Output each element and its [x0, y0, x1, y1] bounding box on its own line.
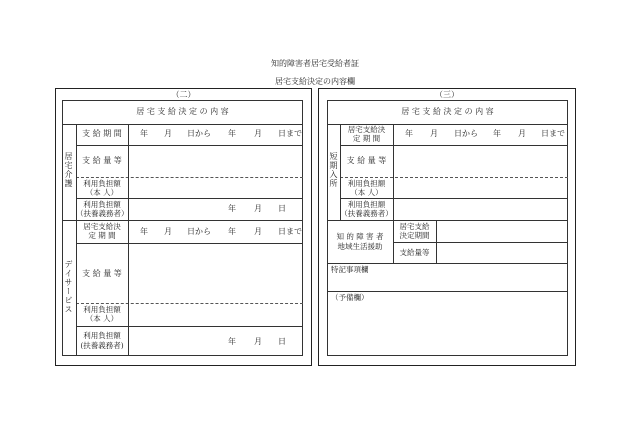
document-subtitle: 居宅支給決定の内容欄 [275, 77, 355, 86]
date2-month: 月 [254, 337, 262, 346]
r-period-from: 日から [454, 129, 478, 138]
right-heading: 居 宅 支 給 決 定 の 内 容 [401, 107, 494, 116]
period2-month-end: 月 [254, 227, 262, 236]
r-period-until: 日まで [541, 129, 565, 138]
left-row-amount-label: 支 給 量 等 [82, 156, 122, 165]
left-row-period-label: 支 給 期 間 [82, 129, 122, 138]
left-row-burden-dep-label: 利用負担額 [83, 200, 121, 209]
date2-year: 年 [228, 337, 236, 346]
period2-year-end: 年 [228, 227, 236, 236]
document-title: 知的障害者居宅受給者証 [271, 59, 359, 68]
period2-month: 月 [164, 227, 172, 236]
left-panel-label: （二） [171, 90, 196, 99]
period-month: 月 [164, 129, 172, 138]
right-support-label: 知 的 障 害 者 [336, 232, 384, 241]
period-until: 日まで [278, 129, 302, 138]
r-period-month-end: 月 [518, 129, 526, 138]
period2-from: 日から [187, 227, 211, 236]
right-support-period-label: 居宅支給 [399, 222, 430, 231]
right-support-sub: 地域生活援助 [337, 242, 383, 251]
left-row-burden2-label: 利用負担額 [83, 305, 121, 314]
left-section-home-care: 居宅介護 [64, 152, 73, 188]
right-special-notes: 特記事項欄 [331, 265, 369, 274]
right-row-amount-label: 支 給 量 等 [346, 156, 387, 165]
left-row-decision-sub: 定 期 間 [88, 231, 116, 240]
right-row-burden-dep-sub: （扶養義務者） [340, 209, 393, 218]
period2-until: 日まで [278, 227, 302, 236]
right-panel-label: （三） [435, 90, 459, 99]
r-period-year-end: 年 [493, 129, 501, 138]
right-reserve: （予備欄） [331, 293, 369, 302]
right-row-burden-label: 利用負担額 [347, 179, 386, 188]
date-year: 年 [228, 204, 236, 213]
right-row-period-sub: 定 期 間 [352, 134, 381, 143]
left-row-burden2-dep-label: 利用負担額 [83, 331, 121, 340]
left-row-amount2-label: 支 給 量 等 [82, 269, 122, 278]
right-row-burden-dep-label: 利用負担額 [347, 200, 386, 209]
right-support-period-sub: 決定期間 [399, 231, 430, 240]
date-day: 日 [278, 204, 286, 213]
left-row-decision-label: 居宅支給決 [83, 222, 121, 231]
period-from: 日から [187, 129, 211, 138]
date2-day: 日 [278, 337, 286, 346]
period2-year: 年 [140, 227, 148, 236]
period-month-end: 月 [254, 129, 262, 138]
left-row-burden2-sub: （本 人） [85, 314, 119, 323]
left-row-burden-label: 利用負担額 [83, 179, 121, 188]
period-year: 年 [140, 129, 148, 138]
left-row-burden2-dep-sub: (扶養義務者) [80, 341, 124, 350]
right-row-burden-sub: （本 人） [350, 188, 383, 197]
left-row-burden-sub: （本 人） [85, 188, 119, 197]
left-heading: 居 宅 支 給 決 定 の 内 容 [136, 107, 229, 116]
r-period-month: 月 [430, 129, 438, 138]
r-period-year: 年 [405, 129, 413, 138]
right-section-short-stay: 短期入所 [329, 152, 338, 188]
left-row-burden-dep-sub: （扶養義務者） [76, 209, 129, 218]
right-support-amount-label: 支給量等 [399, 248, 430, 257]
right-row-period-label: 居宅支給決 [347, 125, 386, 134]
left-section-day-service: デイサービス [64, 260, 73, 314]
date-month: 月 [254, 204, 262, 213]
period-year-end: 年 [228, 129, 236, 138]
